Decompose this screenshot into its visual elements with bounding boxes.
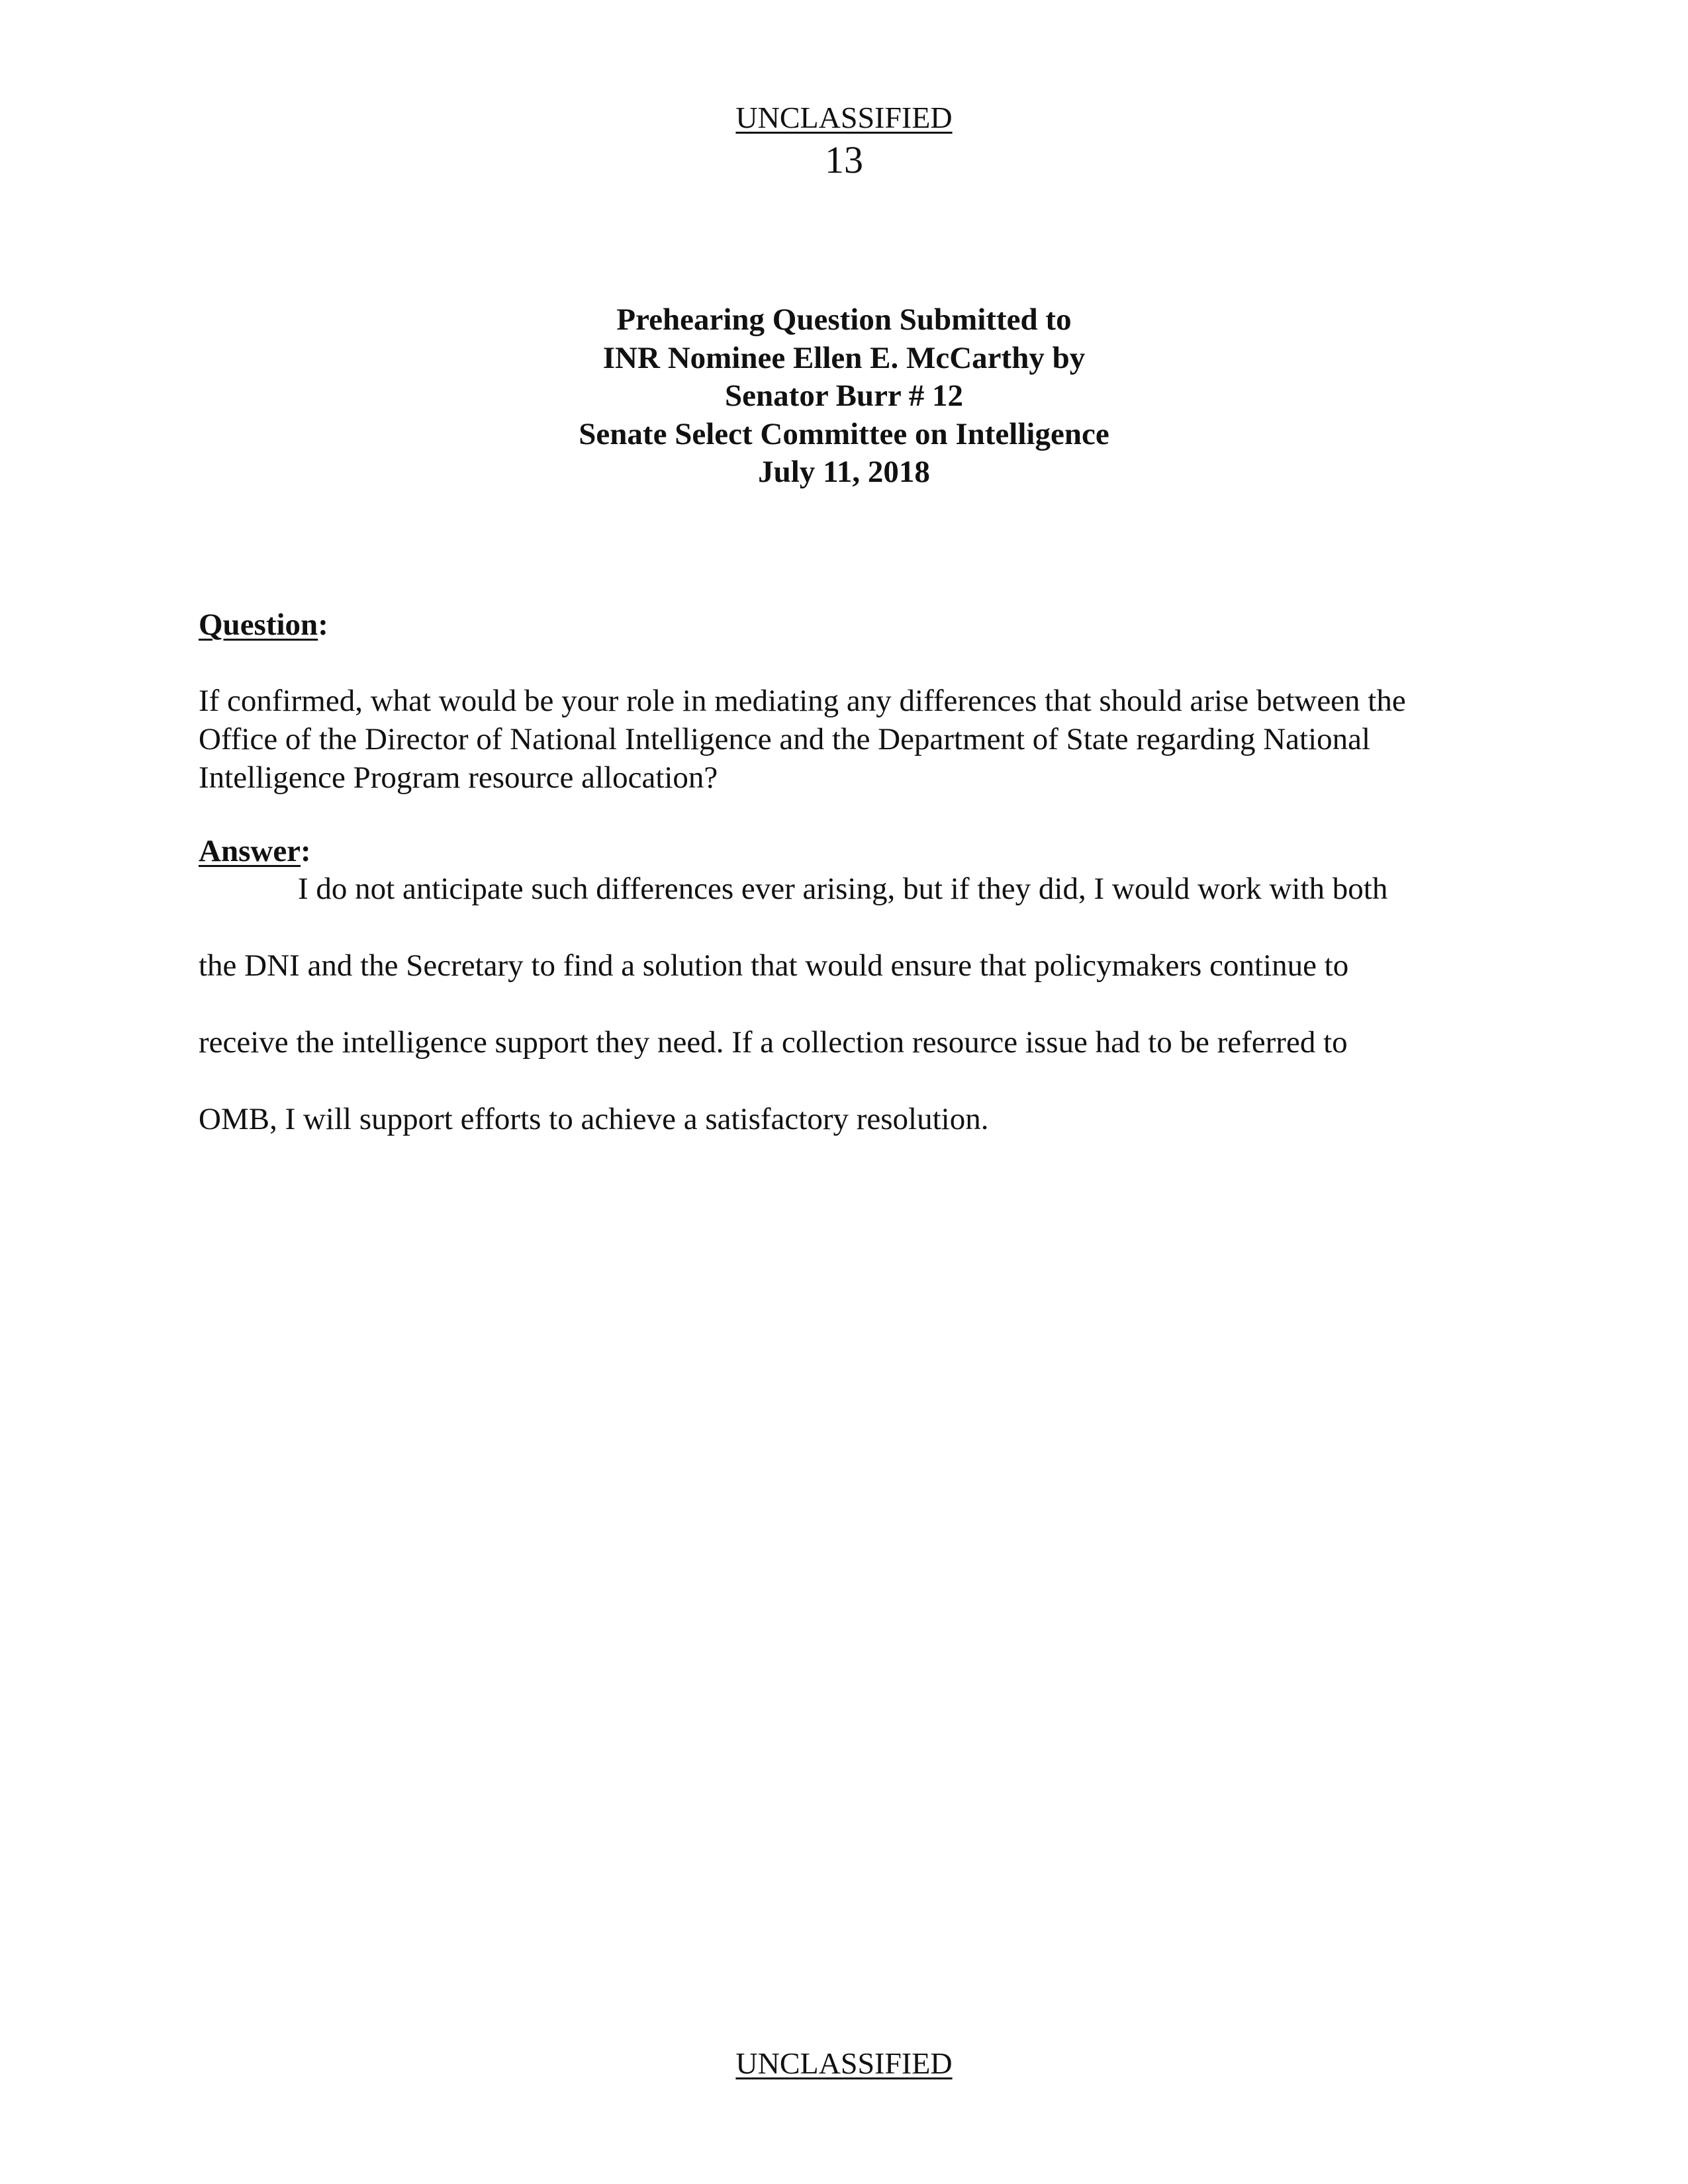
title-line: July 11, 2018 — [758, 455, 930, 489]
answer-line: receive the intelligence support they need. If a collection resource issue had to be referred to — [199, 1025, 1348, 1060]
question-body — [199, 682, 1516, 797]
question-line: If confirmed, what would be your role in mediating any differences that should arise between the — [199, 684, 1406, 718]
question-line: Intelligence Program resource allocation? — [199, 760, 718, 795]
question-line: Office of the Director of National Intelligence and the Department of State regarding National — [199, 722, 1371, 756]
title-line: INR Nominee Ellen E. McCarthy by — [602, 340, 1086, 375]
title-line: Senate Select Committee on Intelligence — [579, 416, 1109, 451]
title-line: Senator Burr # 12 — [725, 379, 963, 413]
question-heading — [199, 606, 328, 644]
answer-colon: : — [301, 834, 311, 868]
answer-line: the DNI and the Secretary to find a solution that would ensure that policymakers continue to — [199, 948, 1349, 983]
answer-line: OMB, I will support efforts to achieve a satisfactory resolution. — [199, 1102, 989, 1136]
question-label: Question — [199, 608, 318, 642]
top-classification-marking: UNCLASSIFIED — [735, 101, 953, 134]
question-colon: : — [318, 608, 328, 642]
answer-line: I do not anticipate such differences ever arising, but if they did, I would work with both — [298, 872, 1388, 906]
page-number: 13 — [825, 138, 863, 181]
title-line: Prehearing Question Submitted to — [616, 302, 1072, 337]
answer-body — [199, 870, 1516, 1177]
answer-label: Answer — [199, 834, 301, 868]
bottom-classification-marking: UNCLASSIFIED — [735, 2046, 953, 2080]
answer-heading — [199, 832, 311, 870]
document-title — [0, 301, 1688, 492]
